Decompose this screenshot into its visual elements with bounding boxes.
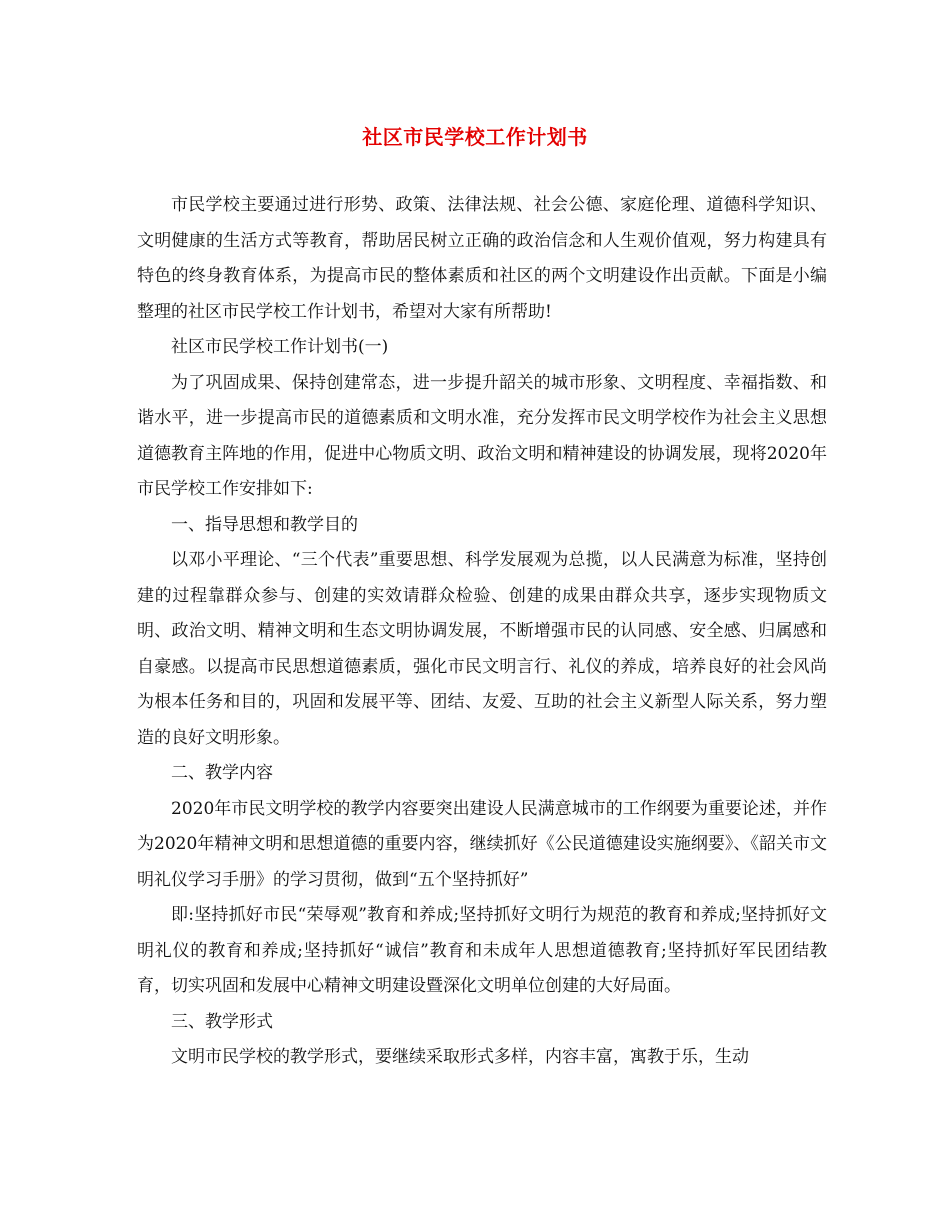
paragraph-plan-heading: 社区市民学校工作计划书(一): [171, 337, 389, 357]
paragraph-guiding-ideology: 以邓小平理论、“三个代表”重要思想、科学发展观为总揽，以人民满意为标准，坚持创建的过程靠群众参与、创建的实效请群众检验、创建的成果由群众共享，逐步实现物质文明、政治文明、精神文明和生态文明协调发展，不断增强市民的认同感、安全感、归属感和自豪感。以提高市民思想道德素质，强化市民文明言行、礼仪的养成，培养良好的社会风尚为根本任务和目的，巩固和发展平等、团结、友爱、互助的社会主义新型人际关系，努力塑造的良好文明形象。: [137, 550, 827, 748]
paragraph-intro: 市民学校主要通过进行形势、政策、法律法规、社会公德、家庭伦理、道德科学知识、文明健康的生活方式等教育，帮助居民树立正确的政治信念和人生观价值观，努力构建具有特色的终身教育体系，为提高市民的整体素质和社区的两个文明建设作出贡献。下面是小编整理的社区市民学校工作计划书，希望对大家有所帮助!: [137, 195, 827, 322]
document-title: 社区市民学校工作计划书: [362, 125, 588, 149]
paragraph-plan-overview: 为了巩固成果、保持创建常态，进一步提升韶关的城市形象、文明程度、幸福指数、和谐水平，进一步提高市民的道德素质和文明水准，充分发挥市民文明学校作为社会主义思想道德教育主阵地的作用，促进中心物质文明、政治文明和精神建设的协调发展，现将2020年市民学校工作安排如下:: [137, 372, 827, 499]
section-heading-teaching-form: 三、教学形式: [171, 1011, 273, 1032]
paragraph-teaching-form: 文明市民学校的教学形式，要继续采取形式多样，内容丰富，寓教于乐，生动: [171, 1047, 749, 1067]
document-body: [137, 188, 827, 1076]
paragraph-five-persistences: 即:坚持抓好市民“荣辱观”教育和养成;坚持抓好文明行为规范的教育和养成;坚持抓好文明礼仪的教育和养成;坚持抓好“诚信”教育和未成年人思想道德教育;坚持抓好军民团结教育，切实巩固和发展中心精神文明建设暨深化文明单位创建的大好局面。: [137, 905, 827, 996]
paragraph-teaching-content: 2020年市民文明学校的教学内容要突出建设人民满意城市的工作纲要为重要论述，并作为2020年精神文明和思想道德的重要内容，继续抓好《公民道德建设实施纲要》、《韶关市文明礼仪学习手册》的学习贯彻，做到“五个坚持抓好”: [137, 798, 827, 890]
section-heading-teaching-content: 二、教学内容: [171, 763, 273, 783]
section-heading-guiding-ideology: 一、指导思想和教学目的: [171, 514, 358, 535]
